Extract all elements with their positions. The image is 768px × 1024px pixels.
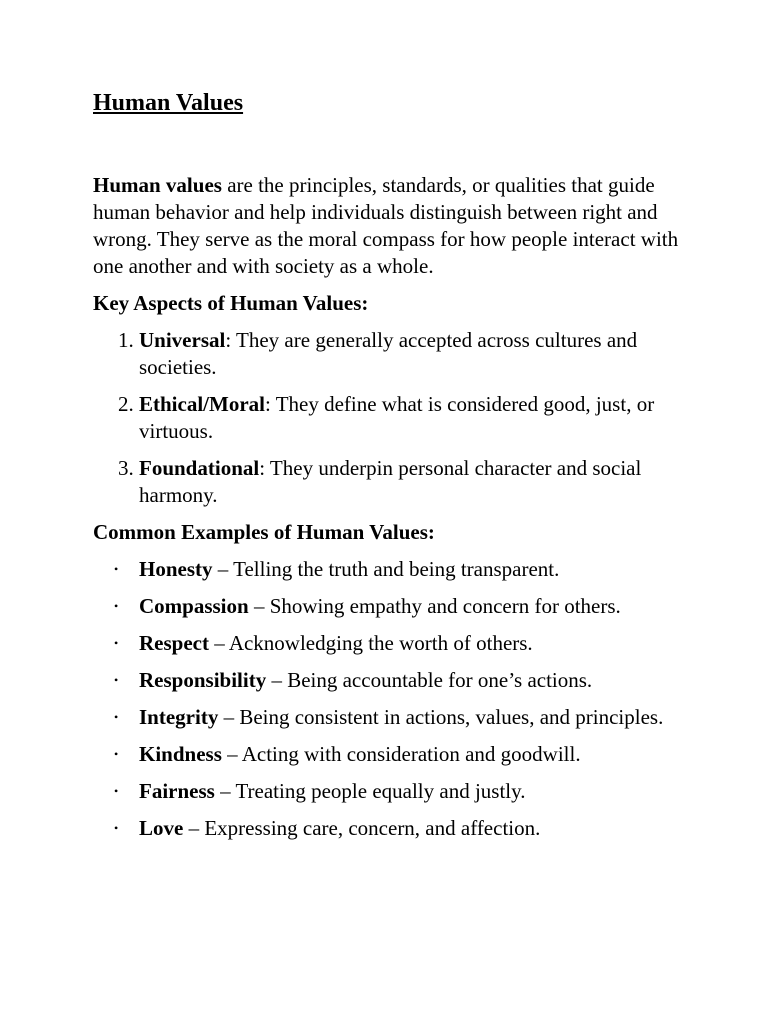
list-item	[114, 593, 683, 620]
list-item	[114, 704, 683, 731]
aspect-term: Ethical/Moral	[139, 392, 265, 416]
example-text: – Showing empathy and concern for others.	[248, 594, 621, 618]
list-item	[114, 741, 683, 768]
intro-paragraph	[93, 172, 683, 280]
bullet-icon: •	[114, 747, 119, 761]
example-term: Fairness	[139, 779, 215, 803]
list-item	[114, 630, 683, 657]
aspect-term: Foundational	[139, 456, 260, 480]
example-term: Honesty	[139, 557, 213, 581]
aspect-text: : They are generally accepted across cultures and societies.	[139, 328, 638, 379]
example-term: Love	[139, 816, 184, 840]
example-term: Kindness	[139, 742, 222, 766]
bullet-icon: •	[114, 821, 119, 835]
intro-term: Human values	[93, 173, 222, 197]
example-text: – Expressing care, concern, and affection.	[183, 816, 541, 840]
intro-text: are the principles, standards, or qualities that guide human behavior and help individuals distinguish between right and wrong. They serve as the moral compass for how people interact with one another and with society as a whole.	[93, 173, 679, 278]
list-item	[114, 556, 683, 583]
example-text: – Acting with consideration and goodwill.	[221, 742, 581, 766]
list-item	[139, 391, 683, 445]
bullet-icon: •	[114, 599, 119, 613]
bullet-icon: •	[114, 784, 119, 798]
example-text: – Being accountable for one’s actions.	[266, 668, 593, 692]
example-text: – Acknowledging the worth of others.	[208, 631, 533, 655]
list-item	[114, 667, 683, 694]
example-text: – Telling the truth and being transparent.	[212, 557, 560, 581]
example-text: – Treating people equally and justly.	[214, 779, 526, 803]
example-text: – Being consistent in actions, values, and principles.	[218, 705, 664, 729]
example-term: Responsibility	[139, 668, 267, 692]
example-term: Integrity	[139, 705, 219, 729]
aspects-heading: Key Aspects of Human Values:	[93, 291, 369, 315]
example-term: Respect	[139, 631, 209, 655]
list-item	[139, 327, 683, 381]
list-item	[139, 455, 683, 509]
list-item	[114, 778, 683, 805]
document-page	[93, 86, 683, 852]
aspect-term: Universal	[139, 328, 226, 352]
example-term: Compassion	[139, 594, 249, 618]
bullet-icon: •	[114, 562, 119, 576]
page-title: Human Values	[93, 90, 244, 116]
aspect-text: : They define what is considered good, just, or virtuous.	[139, 392, 655, 443]
examples-heading: Common Examples of Human Values:	[93, 520, 435, 544]
bullet-icon: •	[114, 710, 119, 724]
bullet-icon: •	[114, 673, 119, 687]
aspect-text: : They underpin personal character and social harmony.	[139, 456, 642, 507]
bullet-icon: •	[114, 636, 119, 650]
aspects-list	[93, 327, 683, 509]
list-item	[114, 815, 683, 842]
examples-list	[93, 556, 683, 842]
